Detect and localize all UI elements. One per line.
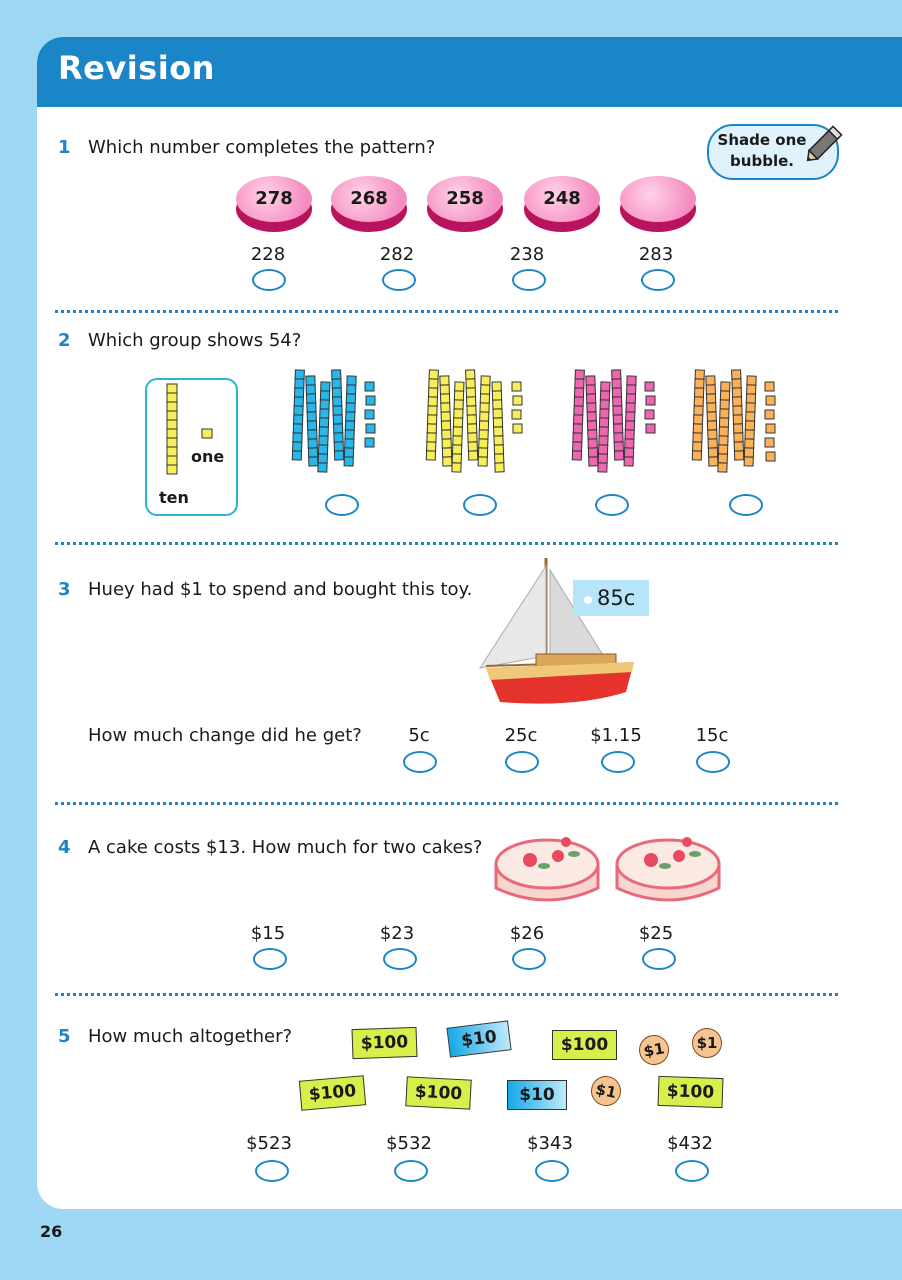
ten-rod (332, 370, 344, 460)
one-dollar-coin: $1 (637, 1033, 672, 1068)
answer-bubble[interactable] (255, 1160, 289, 1182)
block-group (292, 370, 375, 472)
one-cube (513, 396, 522, 405)
one-cube (645, 382, 654, 391)
ten-dollar-note: $10 (446, 1020, 511, 1057)
sequence-disc: 258 (427, 176, 503, 232)
section-divider (55, 310, 838, 313)
one-cube (646, 396, 655, 405)
question-number: 5 (58, 1026, 71, 1047)
answer-bubble[interactable] (325, 494, 359, 516)
title-banner (37, 37, 902, 107)
option-label: 283 (638, 244, 674, 265)
one-cube (365, 438, 374, 447)
option-label: $432 (667, 1133, 713, 1154)
sequence-disc: 278 (236, 176, 312, 232)
one-cube (765, 382, 774, 391)
sequence-disc: 248 (524, 176, 600, 232)
answer-bubble[interactable] (675, 1160, 709, 1182)
question-number: 1 (58, 137, 71, 158)
ten-rod (572, 370, 584, 460)
answer-bubble[interactable] (535, 1160, 569, 1182)
key-one-label: one (191, 447, 225, 466)
one-cube (512, 410, 521, 419)
ten-rod (706, 376, 718, 466)
question-text: A cake costs $13. How much for two cakes? (88, 837, 483, 858)
ten-rod (612, 370, 624, 460)
section-divider (55, 993, 838, 996)
ten-rod (478, 376, 490, 466)
one-cube (513, 424, 522, 433)
ten-rod (466, 370, 478, 460)
hundred-dollar-note: $100 (552, 1030, 617, 1060)
sequence-disc-blank (620, 176, 696, 232)
answer-bubble[interactable] (696, 751, 730, 773)
one-cube (365, 382, 374, 391)
ten-rod (718, 382, 730, 472)
ten-rod (426, 370, 438, 460)
price-label: 85c (597, 586, 636, 610)
option-label: $25 (638, 923, 674, 944)
option-label: 238 (509, 244, 545, 265)
answer-bubble[interactable] (463, 494, 497, 516)
section-divider (55, 802, 838, 805)
ten-rod (440, 376, 452, 466)
ten-dollar-note: $10 (507, 1080, 567, 1110)
question-subtext: How much change did he get? (88, 725, 362, 746)
option-label: $15 (250, 923, 286, 944)
one-dollar-coin: $1 (692, 1028, 722, 1058)
one-cube (766, 452, 775, 461)
ten-rod (598, 382, 610, 472)
option-label: $532 (386, 1133, 432, 1154)
hundred-dollar-note: $100 (657, 1076, 723, 1108)
question-number: 4 (58, 837, 71, 858)
option-label: 15c (695, 725, 729, 746)
section-divider (55, 542, 838, 545)
price-tag-hole (584, 596, 592, 604)
answer-bubble[interactable] (394, 1160, 428, 1182)
answer-bubble[interactable] (642, 948, 676, 970)
base-ten-groups (280, 350, 840, 490)
answer-bubble[interactable] (403, 751, 437, 773)
ten-rod (318, 382, 330, 472)
one-cube (765, 410, 774, 419)
option-label: 228 (250, 244, 286, 265)
ten-rod-key (163, 382, 223, 482)
one-cube (645, 410, 654, 419)
answer-bubble[interactable] (382, 269, 416, 291)
page-title: Revision (58, 49, 215, 87)
ten-rod (452, 382, 464, 472)
question-text: Huey had $1 to spend and bought this toy. (88, 579, 473, 600)
hundred-dollar-note: $100 (405, 1076, 471, 1109)
ten-rod (292, 370, 304, 460)
hundred-dollar-note: $100 (299, 1075, 366, 1111)
key-ten-label: ten (159, 488, 189, 507)
answer-bubble[interactable] (253, 948, 287, 970)
question-text: Which number completes the pattern? (88, 137, 436, 158)
answer-bubble[interactable] (252, 269, 286, 291)
option-label: $26 (509, 923, 545, 944)
one-cube (766, 424, 775, 433)
question-text: How much altogether? (88, 1026, 293, 1047)
sequence-disc: 268 (331, 176, 407, 232)
cake-image (492, 826, 602, 908)
ten-rod (586, 376, 598, 466)
block-group (692, 370, 775, 472)
question-number: 2 (58, 330, 71, 351)
answer-bubble[interactable] (505, 751, 539, 773)
ten-rod (744, 376, 756, 466)
block-group (572, 370, 655, 472)
pencil-icon (800, 116, 852, 168)
question-text: Which group shows 54? (88, 330, 302, 351)
ten-rod (624, 376, 636, 466)
ten-rod (732, 370, 744, 460)
option-label: 282 (379, 244, 415, 265)
one-dollar-coin: $1 (588, 1073, 624, 1109)
ten-rod (492, 382, 504, 472)
question-number: 3 (58, 579, 71, 600)
ten-rod (306, 376, 318, 466)
one-cube (512, 382, 521, 391)
answer-bubble[interactable] (383, 948, 417, 970)
option-label: 25c (504, 725, 538, 746)
option-label: $1.15 (590, 725, 642, 746)
one-cube (366, 396, 375, 405)
option-label: $523 (246, 1133, 292, 1154)
one-cube (366, 424, 375, 433)
ten-rod (692, 370, 704, 460)
answer-bubble[interactable] (641, 269, 675, 291)
option-label: 5c (408, 725, 430, 746)
hundred-dollar-note: $100 (351, 1027, 417, 1059)
page-number: 26 (40, 1222, 63, 1241)
cake-image (613, 826, 723, 908)
ten-rod (344, 376, 356, 466)
answer-bubble[interactable] (595, 494, 629, 516)
option-label: $23 (379, 923, 415, 944)
answer-bubble[interactable] (512, 269, 546, 291)
answer-bubble[interactable] (512, 948, 546, 970)
one-cube (365, 410, 374, 419)
instruction-text: Shade one bubble. (717, 131, 807, 170)
one-cube (765, 438, 774, 447)
one-cube (646, 424, 655, 433)
block-group (426, 370, 522, 472)
answer-bubble[interactable] (601, 751, 635, 773)
option-label: $343 (527, 1133, 573, 1154)
answer-bubble[interactable] (729, 494, 763, 516)
one-cube (766, 396, 775, 405)
